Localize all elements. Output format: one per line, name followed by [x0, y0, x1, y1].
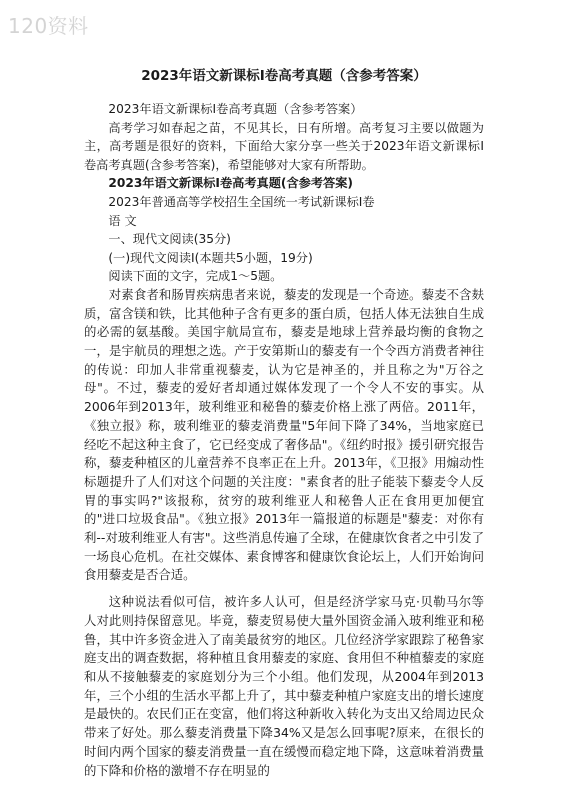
intro-paragraph: 高考学习如春起之苗，不见其长，日有所增。高考复习主要以做题为主，高考题是很好的资料，下面给大家分享一些关于2023年语文新课标Ⅰ卷高考真题(含参考答案)，希望能够对大家有所帮助。: [84, 120, 484, 172]
document-title: 2023年语文新课标Ⅰ卷高考真题（含参考答案）: [141, 68, 427, 84]
subject-label: 语 文: [108, 213, 137, 228]
exam-name: 2023年普通高等学校招生全国统一考试新课标Ⅰ卷: [108, 194, 375, 209]
intro-title: 2023年语文新课标Ⅰ卷高考真题（含参考答案）: [108, 102, 363, 116]
reading-instruction: 阅读下面的文字，完成1～5题。: [108, 269, 283, 284]
paragraph-gap: [84, 585, 484, 593]
document-page: [84, 66, 484, 780]
watermark: 120资料: [8, 14, 89, 38]
article-paragraph-1: 对素食者和肠胃疾病患者来说，藜麦的发现是一个奇迹。藜麦不含麸质，富含镁和铁，比其他种子含有更多的蛋白质，包括人体无法独自生成的必需的氨基酸。美国宇航局宣布，藜麦是地球上营养最均衡的食物之一，是宇航员的理想之选。产于安第斯山的藜麦有一个令西方消费者神往的传说：印加人非常重视藜麦，认为它是神圣的，并且称之为"万谷之母"。不过，藜麦的爱好者却通过媒体发现了一个令人不安的事实。从2006年到2013年，玻利维亚和秘鲁的藜麦价格上涨了两倍。2011年，《独立报》称，玻利维亚的藜麦消费量"5年间下降了34%，当地家庭已经吃不起这种主食了，它已经变成了奢侈品"。《纽约时报》援引研究报告称，藜麦种植区的儿童营养不良率正在上升。2013年，《卫报》用煽动性标题提升了人们对这个问题的关注度："素食者的肚子能装下藜麦令人反胃的事实吗?"该报称，贫穷的玻利维亚人和秘鲁人正在食用更加便宜的"进口垃圾食品"。《独立报》2013年一篇报道的标题是"藜麦：对你有利--对玻利维亚人有害"。这些消息传遍了全球，在健康饮食者之中引发了一场良心危机。在社交媒体、素食博客和健康饮食论坛上，人们开始询问食用藜麦是否合适。: [84, 286, 484, 583]
subsection-heading: (一)现代文阅读Ⅰ(本题共5小题，19分): [108, 250, 313, 265]
article-body: [84, 286, 484, 780]
article-paragraph-2: 这种说法看似可信，被许多人认可，但是经济学家马克·贝勒马尔等人对此则持保留意见。毕竟，藜麦贸易使大量外国资金涌入玻利维亚和秘鲁，其中许多资金进入了南美最贫穷的地区。几位经济学家跟踪了秘鲁家庭支出的调查数据，将种植且食用藜麦的家庭、食用但不种植藜麦的家庭和从不接触藜麦的家庭划分为三个小组。他们发现，从2004年到2013年，三个小组的生活水平都上升了，其中藜麦种植户家庭支出的增长速度是最快的。农民们正在变富，他们将这种新收入转化为支出又给周边民众带来了好处。那么藜麦消费量下降34%又是怎么回事呢?原来，在很长的时间内两个国家的藜麦消费量一直在缓慢而稳定地下降，这意味着消费量的下降和价格的激增不存在明显的: [84, 594, 484, 778]
section-heading: 一、现代文阅读(35分): [108, 232, 231, 247]
bold-heading: 2023年语文新课标Ⅰ卷高考真题(含参考答案): [108, 176, 353, 191]
